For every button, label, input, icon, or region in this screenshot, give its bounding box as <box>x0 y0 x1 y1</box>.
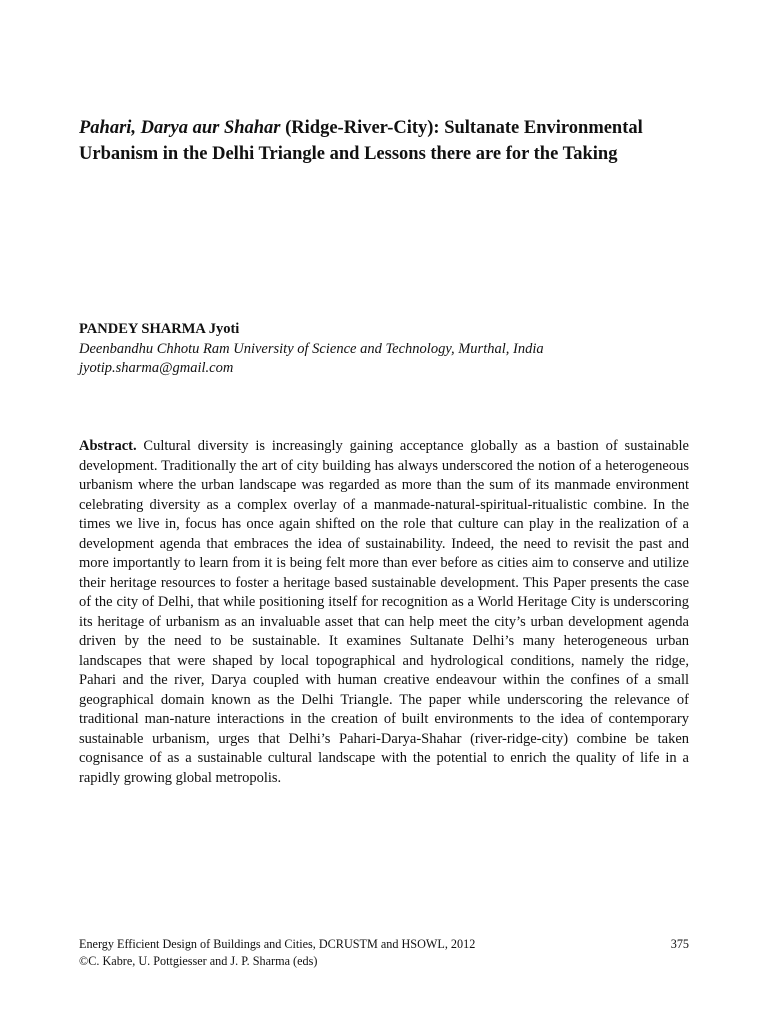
footer-book: Energy Efficient Design of Buildings and Cities, DCRUSTM and HSOWL, 2012 <box>79 937 476 951</box>
author-name: PANDEY SHARMA Jyoti <box>79 321 240 337</box>
abstract-text: Cultural diversity is increasingly gaining acceptance globally as a bastion of sustainable development. Traditionally the art of city building has always underscored the notion of a heterogeneous urbanism where the urban landscape was regarded as more than the sum of its manmade environment celebrating diversity as a complex overlay of a manmade-natural-spiritual-ritualistic combine. In the times we live in, focus has once again shifted on the role that culture can play in the realization of a development agenda that embraces the idea of sustainability. Indeed, the need to revisit the past and more importantly to learn from it is being felt more than ever before as cities aim to conserve and utilize their heritage resources to foster a heritage based sustainable development. This Paper presents the case of the city of Delhi, that while positioning itself for recognition as a World Heritage City is underscoring its heritage of urbanism as an invaluable asset that can help meet the city’s urban development agenda driven by the need to be sustainable. It examines Sultanate Delhi’s many heterogeneous urban landscapes that were shaped by local topographical and hydrological conditions, namely the ridge, Pahari and the river, Darya coupled with human creative endeavour within the confines of a small geographical domain known as the Delhi Triangle. The paper while underscoring the relevance of traditional man-nature interactions in the creation of built environments to the idea of contemporary sustainable urbanism, urges that Delhi’s Pahari-Darya-Shahar (river-ridge-city) combine be taken cognisance of as a sustainable cultural landscape with the potential to enrich the quality of life in a rapidly growing global metropolis. <box>79 438 689 786</box>
author-affiliation: Deenbandhu Chhotu Ram University of Science and Technology, Murthal, India <box>79 340 544 357</box>
author-block <box>79 320 699 379</box>
paper-title-rest: (Ridge-River-City): Sultanate Environmental Urbanism in the Delhi Triangle and Lessons there are for the Taking <box>79 118 643 164</box>
footer-row <box>79 936 689 953</box>
footer-copyright: ©C. Kabre, U. Pottgiesser and J. P. Sharma (eds) <box>79 953 318 968</box>
author-email: jyotip.sharma@gmail.com <box>79 360 234 376</box>
abstract-label: Abstract. <box>79 438 137 454</box>
paper-title-italic: Pahari, Darya aur Shahar <box>79 118 281 138</box>
paper-title <box>79 115 679 167</box>
page-footer <box>79 936 689 969</box>
abstract <box>79 437 689 788</box>
page-number: 375 <box>670 937 689 951</box>
